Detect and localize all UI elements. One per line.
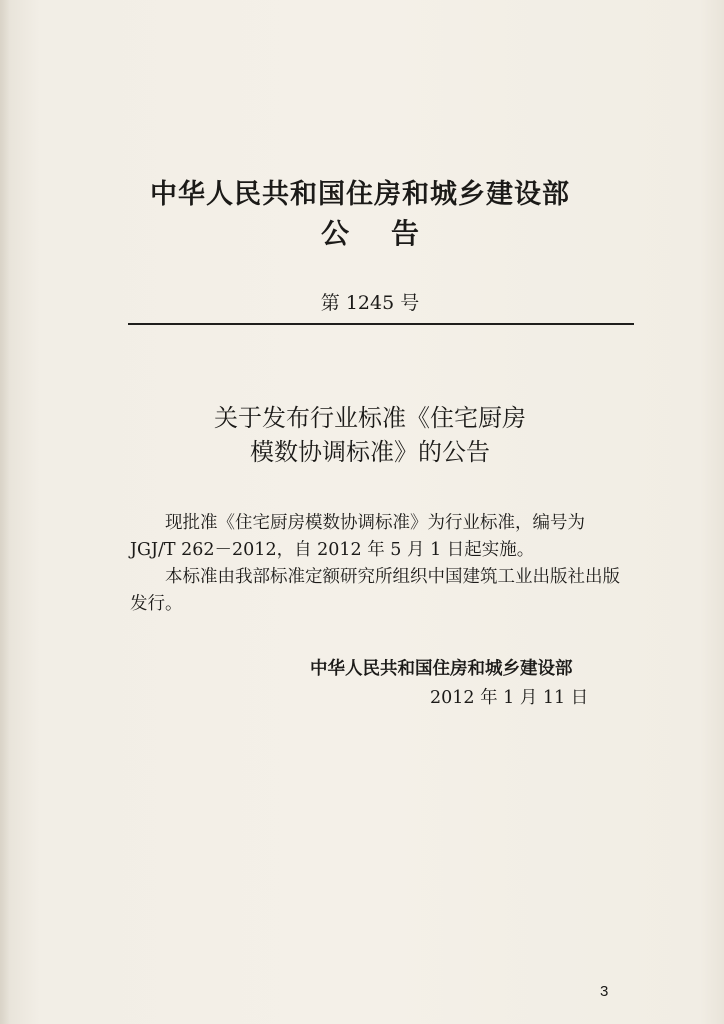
page-binding-shadow (0, 0, 10, 1024)
issuing-ministry: 中华人民共和国住房和城乡建设部 (150, 179, 570, 210)
announcement-heading: 公告 (320, 217, 461, 250)
announcement-title (180, 401, 560, 469)
announcement-number: 第 1245 号 (320, 292, 420, 314)
announcement-body (130, 510, 635, 618)
body-paragraph-publishing-line-1: 本标准由我部标准定额研究所组织中国建筑工业出版社出版 (165, 567, 620, 587)
signature-ministry: 中华人民共和国住房和城乡建设部 (310, 659, 573, 679)
divider-rule (128, 323, 634, 325)
body-paragraph-approval-line-2: JGJ/T 262－2012，自 2012 年 5 月 1 日起实施。 (130, 540, 535, 560)
announcement-title-line-1: 关于发布行业标准《住宅厨房 (214, 404, 526, 432)
announcement-title-line-2: 模数协调标准》的公告 (250, 438, 490, 466)
page-number: 3 (600, 983, 609, 1000)
body-paragraph-approval (130, 510, 635, 564)
body-paragraph-publishing-line-2: 发行。 (130, 594, 183, 614)
body-paragraph-publishing (130, 564, 635, 618)
announcement-date: 2012 年 1 月 11 日 (430, 688, 589, 708)
body-paragraph-approval-line-1: 现批准《住宅厨房模数协调标准》为行业标准，编号为 (165, 513, 585, 533)
